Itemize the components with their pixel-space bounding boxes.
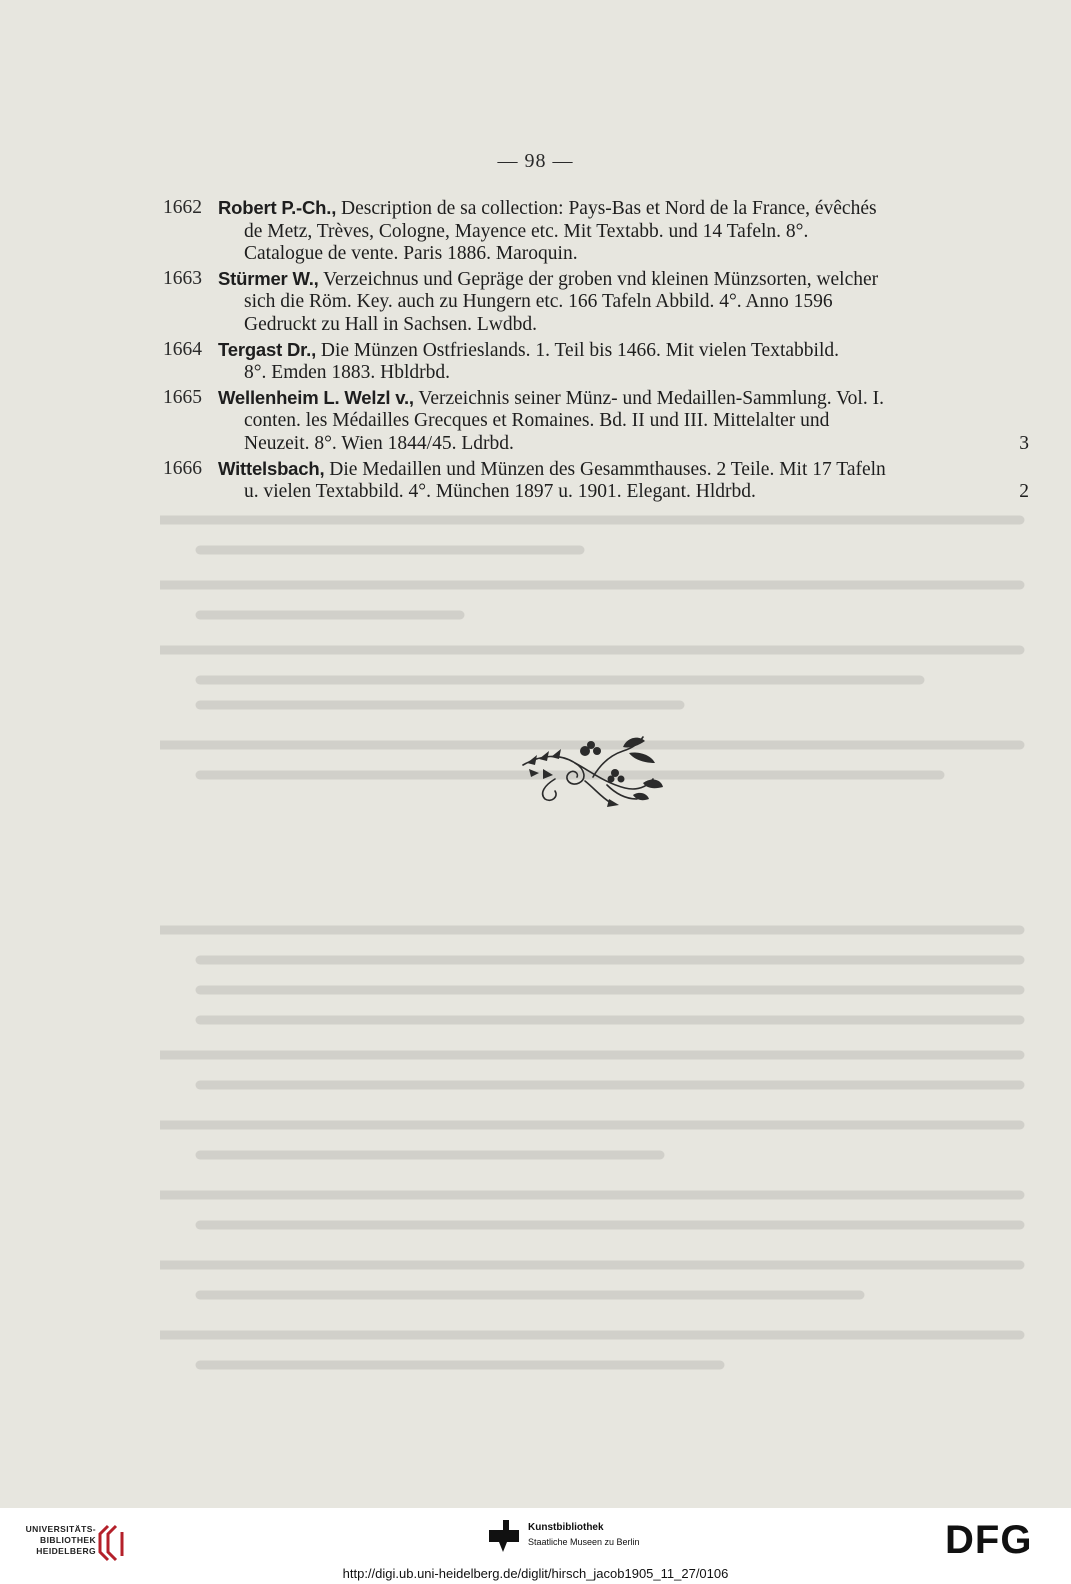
entry-body xyxy=(218,197,1029,266)
entry-line xyxy=(218,481,1029,504)
entry-text: Die Münzen Ostfrieslands. 1. Teil bis 1466. Mit vielen Textabbild. xyxy=(320,339,839,361)
entry-line: conten. les Médailles Grecques et Romaines. Bd. II und III. Mittelalter und xyxy=(244,410,830,432)
entry-number: 1663 xyxy=(163,267,202,289)
entry-text: Verzeichnus und Gepräge der groben vnd kleinen Münzsorten, welcher xyxy=(323,268,879,290)
entry-author: Robert P.-Ch., xyxy=(218,197,337,218)
university-line: UNIVERSITÄTS- xyxy=(25,1524,96,1534)
bleed-through-texture xyxy=(160,510,1040,1390)
entry-text: Description de sa collection: Pays-Bas et Nord de la France, évêchés xyxy=(341,198,877,219)
entry-number: 1666 xyxy=(163,457,202,479)
university-line: HEIDELBERG xyxy=(36,1546,96,1556)
entry-author: Tergast Dr., xyxy=(218,338,317,360)
entry-line: Catalogue de vente. Paris 1886. Maroquin. xyxy=(244,243,578,265)
kunstbibliothek-logo-icon xyxy=(489,1520,519,1552)
catalogue-entry xyxy=(163,339,1029,385)
entry-number: 1664 xyxy=(163,338,202,360)
catalogue-entries xyxy=(163,197,1029,506)
dfg-logo: DFG xyxy=(945,1518,1033,1562)
source-url[interactable]: http://digi.ub.uni-heidelberg.de/diglit/hirsch_jacob1905_11_27/0106 xyxy=(342,1566,729,1581)
entry-author: Wellenheim L. Welzl v., xyxy=(218,386,414,408)
entry-body xyxy=(218,387,1029,456)
catalogue-entry xyxy=(163,268,1029,337)
catalogue-entry xyxy=(163,387,1029,456)
catalogue-entry xyxy=(163,197,1029,266)
catalogue-entry xyxy=(163,458,1029,504)
entry-body xyxy=(218,268,1029,337)
kunstbibliothek-title: Kunstbibliothek xyxy=(528,1522,604,1533)
entry-line xyxy=(218,387,1029,411)
entry-text: u. vielen Textabbild. 4°. München 1897 u. 1901. Elegant. Hldrbd. xyxy=(244,481,756,503)
entry-price: 3 xyxy=(1019,432,1029,454)
entry-price: 2 xyxy=(1019,481,1029,503)
entry-number: 1665 xyxy=(163,386,202,408)
entry-author: Stürmer W., xyxy=(218,267,319,289)
page-number: — 98 — xyxy=(497,150,574,172)
entry-line: 8°. Emden 1883. Hbldrbd. xyxy=(244,362,451,384)
university-name xyxy=(16,1524,96,1557)
entry-line xyxy=(218,197,1029,221)
entry-number: 1662 xyxy=(163,197,202,218)
floral-ornament-icon xyxy=(515,733,665,808)
university-line: BIBLIOTHEK xyxy=(40,1535,96,1545)
entry-line xyxy=(218,268,1029,292)
entry-line xyxy=(218,433,1029,456)
entry-body xyxy=(218,339,1029,385)
entry-line xyxy=(218,339,1029,363)
kunstbibliothek-subtitle: Staatliche Museen zu Berlin xyxy=(528,1537,640,1547)
entry-line: Gedruckt zu Hall in Sachsen. Lwdbd. xyxy=(244,313,537,335)
entry-line: de Metz, Trèves, Cologne, Mayence etc. Mit Textabb. und 14 Tafeln. 8°. xyxy=(244,220,809,242)
entry-line: sich die Röm. Key. auch zu Hungern etc. 166 Tafeln Abbild. 4°. Anno 1596 xyxy=(244,291,833,313)
entry-author: Wittelsbach, xyxy=(218,457,325,479)
entry-body xyxy=(218,458,1029,504)
entry-line xyxy=(218,458,1029,482)
entry-text: Verzeichnis seiner Münz- und Medaillen-Sammlung. Vol. I. xyxy=(418,387,884,409)
entry-text: Die Medaillen und Münzen des Gesammthauses. 2 Teile. Mit 17 Tafeln xyxy=(329,458,886,480)
entry-text: Neuzeit. 8°. Wien 1844/45. Ldrbd. xyxy=(244,432,514,454)
